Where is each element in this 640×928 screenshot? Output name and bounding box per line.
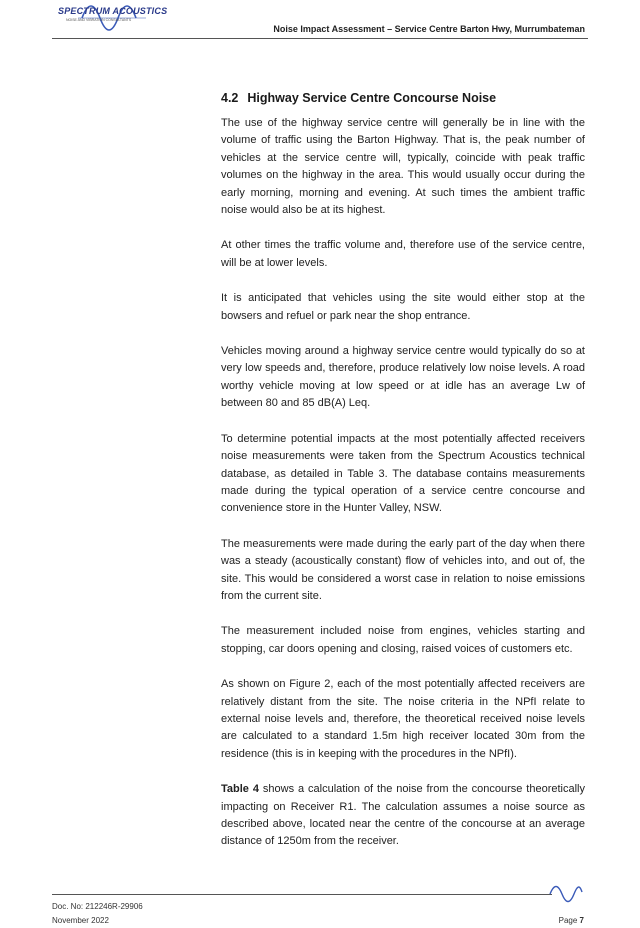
page-body	[221, 90, 585, 869]
footer-divider	[52, 894, 552, 895]
logo-text: SPECTRUM ACOUSTICS	[58, 6, 168, 16]
logo-tagline: NOISE AND VIBRATION CONSULTANTS	[66, 18, 132, 22]
paragraph: It is anticipated that vehicles using the site would either stop at the bowsers and refuel or park near the shop entrance.	[221, 292, 585, 322]
paragraph: The measurements were made during the early part of the day when there was a steady (acoustically constant) flow of vehicles into, and out of, the site. This would be considered a worst case in relation to noise emissions from the current site.	[221, 537, 585, 602]
paragraph: The use of the highway service centre will generally be in line with the volume of traffic using the Barton Highway. That is, the peak number of vehicles at the service centre will, typically, coincide with peak traffic volumes on the highway in the area. This would usually occur during the early morning, morning and evening. At such times the ambient traffic noise would also be at its highest.	[221, 117, 585, 217]
paragraph: The measurement included noise from engines, vehicles starting and stopping, car doors opening and closing, raised voices of customers etc.	[221, 625, 585, 655]
table-4-reference: Table 4	[221, 783, 259, 796]
spectrum-acoustics-logo	[52, 0, 172, 34]
paragraph-table-reference	[221, 781, 585, 851]
paragraph: As shown on Figure 2, each of the most potentially affected receivers are relatively distant from the site. The noise criteria in the NPfI relate to external noise levels and, therefore, the theoretical received noise levels are calculated to a standard 1.5m high receiver located 30m from the residence (this is in keeping with the procedures in the NPfI).	[221, 678, 585, 760]
document-number: Doc. No: 212246R-29906	[52, 902, 143, 911]
paragraph: At other times the traffic volume and, therefore use of the service centre, will be at lower levels.	[221, 239, 585, 269]
section-heading	[221, 90, 585, 107]
page-header	[0, 0, 640, 44]
document-title: Noise Impact Assessment – Service Centre Barton Hwy, Murrumbateman	[273, 24, 585, 34]
paragraph: To determine potential impacts at the most potentially affected receivers noise measurements were taken from the Spectrum Acoustics technical database, as detailed in Table 3. The database contains measurements made during the typical operation of a service centre concourse and convenience store in the Hunter Valley, NSW.	[221, 432, 585, 515]
header-divider	[52, 38, 588, 39]
page-number-value: 7	[579, 916, 584, 925]
page-number	[559, 916, 584, 925]
document-date: November 2022	[52, 916, 109, 925]
footer-wave-icon	[548, 882, 584, 904]
paragraph: Vehicles moving around a highway service centre would typically do so at very low speeds and, therefore, produce relatively low noise levels. A road worthy vehicle moving at low speed or at idle has an average Lw of between 80 and 85 dB(A) Leq.	[221, 345, 585, 410]
paragraph-text: shows a calculation of the noise from the concourse theoretically impacting on Receiver R1. The calculation assumes a noise source as described above, located near the centre of the concourse at an average distance of 1250m from the receiver.	[221, 783, 585, 848]
section-number: 4.2	[221, 91, 239, 105]
section-title: Highway Service Centre Concourse Noise	[247, 91, 497, 105]
page-label: Page	[558, 916, 578, 925]
